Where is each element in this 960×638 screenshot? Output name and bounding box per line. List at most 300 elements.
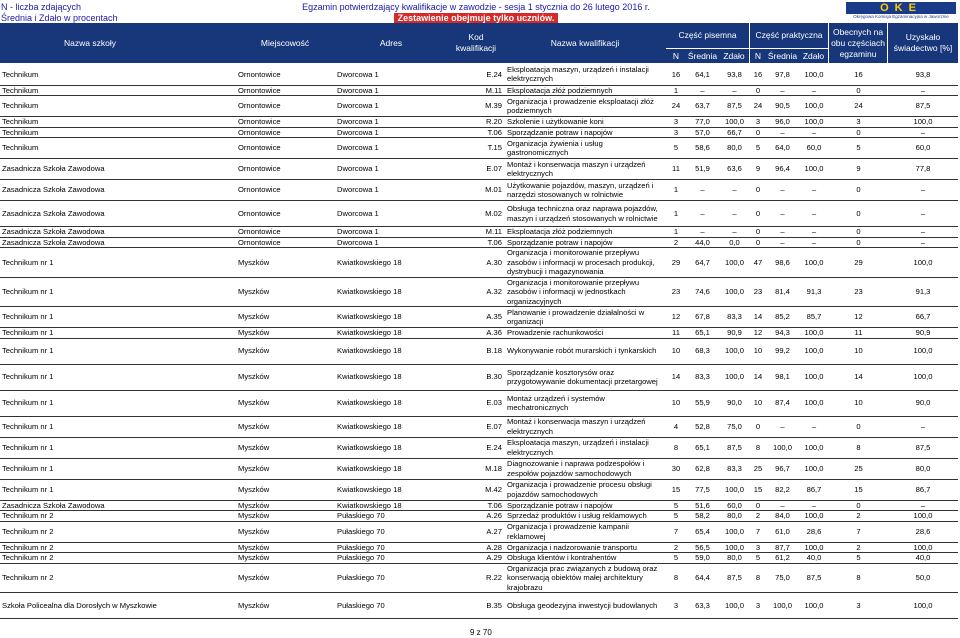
table-row — [0, 338, 958, 364]
cell-avg-written: – — [686, 85, 719, 96]
cell-code: E.07 — [448, 416, 505, 437]
cell-qualification: Sprzedaż produktów i usług reklamowych — [505, 511, 666, 522]
page-number: 9 z 70 — [470, 628, 492, 637]
cell-certificate: – — [888, 85, 958, 96]
cell-n-practical: 3 — [750, 542, 766, 553]
cell-city: Myszków — [236, 437, 335, 458]
cell-code: M.39 — [448, 96, 505, 117]
cell-school: Technikum nr 1 — [0, 328, 236, 339]
cell-certificate: 28,6 — [888, 521, 958, 542]
cell-code: A.29 — [448, 553, 505, 564]
cell-city: Myszków — [236, 328, 335, 339]
cell-city: Ornontowice — [236, 180, 335, 201]
cell-passed-written: 100,0 — [719, 248, 750, 278]
cell-school: Technikum nr 1 — [0, 277, 236, 307]
cell-passed-written: – — [719, 180, 750, 201]
cell-n-practical: 0 — [750, 416, 766, 437]
cell-school: Technikum nr 2 — [0, 521, 236, 542]
oke-logo — [846, 2, 956, 20]
cell-city: Myszków — [236, 248, 335, 278]
cell-n-practical: 12 — [750, 328, 766, 339]
cell-city: Myszków — [236, 563, 335, 593]
cell-avg-written: 63,3 — [686, 593, 719, 619]
cell-address: Pułaskiego 70 — [335, 511, 448, 522]
cell-city: Ornontowice — [236, 96, 335, 117]
header-divider-v — [749, 23, 750, 63]
cell-avg-practical: – — [766, 127, 799, 138]
cell-address: Pułaskiego 70 — [335, 521, 448, 542]
cell-avg-practical: – — [766, 85, 799, 96]
cell-n-practical: 2 — [750, 511, 766, 522]
cell-passed-practical: – — [799, 180, 829, 201]
cell-city: Myszków — [236, 479, 335, 500]
cell-avg-practical: 64,0 — [766, 138, 799, 159]
cell-avg-written: 65,1 — [686, 437, 719, 458]
cell-passed-written: 100,0 — [719, 117, 750, 128]
cell-school: Zasadnicza Szkoła Zawodowa — [0, 180, 236, 201]
sub-header-avg-practical: Średnia — [767, 50, 798, 61]
cell-certificate: 50,0 — [888, 563, 958, 593]
cell-avg-written: – — [686, 201, 719, 227]
cell-n-written: 29 — [666, 248, 686, 278]
cell-passed-written: 100,0 — [719, 542, 750, 553]
cell-address: Dworcowa 1 — [335, 117, 448, 128]
cell-city: Myszków — [236, 521, 335, 542]
cell-qualification: Sporządzanie potraw i napojów — [505, 127, 666, 138]
cell-avg-practical: 96,7 — [766, 458, 799, 479]
cell-address: Pułaskiego 70 — [335, 542, 448, 553]
cell-passed-practical: – — [799, 227, 829, 238]
cell-present: 12 — [829, 307, 888, 328]
cell-avg-practical: 61,0 — [766, 521, 799, 542]
cell-avg-written: 52,8 — [686, 416, 719, 437]
cell-city: Ornontowice — [236, 159, 335, 180]
table-row — [0, 277, 958, 307]
cell-n-written: 3 — [666, 117, 686, 128]
cell-avg-practical: 87,7 — [766, 542, 799, 553]
cell-passed-practical: 100,0 — [799, 364, 829, 390]
cell-passed-written: 100,0 — [719, 364, 750, 390]
cell-passed-practical: 100,0 — [799, 338, 829, 364]
cell-address: Kwiatkowskiego 18 — [335, 458, 448, 479]
cell-qualification: Sporządzanie potraw i napojów — [505, 237, 666, 248]
report-heading — [256, 2, 696, 24]
cell-school: Technikum — [0, 138, 236, 159]
cell-avg-practical: – — [766, 500, 799, 511]
cell-n-written: 11 — [666, 328, 686, 339]
cell-n-written: 23 — [666, 277, 686, 307]
cell-school: Technikum nr 1 — [0, 416, 236, 437]
cell-address: Dworcowa 1 — [335, 85, 448, 96]
cell-present: 23 — [829, 277, 888, 307]
cell-avg-practical: 100,0 — [766, 437, 799, 458]
cell-passed-practical: 100,0 — [799, 117, 829, 128]
cell-n-practical: 5 — [750, 138, 766, 159]
cell-address: Kwiatkowskiego 18 — [335, 479, 448, 500]
cell-code: T.06 — [448, 500, 505, 511]
cell-present: 29 — [829, 248, 888, 278]
cell-certificate: 100,0 — [888, 593, 958, 619]
cell-school: Zasadnicza Szkoła Zawodowa — [0, 227, 236, 238]
cell-passed-written: 80,0 — [719, 553, 750, 564]
cell-address: Dworcowa 1 — [335, 180, 448, 201]
cell-code: M.42 — [448, 479, 505, 500]
cell-passed-practical: 100,0 — [799, 511, 829, 522]
cell-city: Ornontowice — [236, 227, 335, 238]
cell-n-written: 10 — [666, 338, 686, 364]
col-header-code: Kod kwalifikacji — [455, 32, 497, 53]
cell-avg-written: 57,0 — [686, 127, 719, 138]
cell-certificate: 100,0 — [888, 364, 958, 390]
cell-address: Kwiatkowskiego 18 — [335, 416, 448, 437]
cell-code: R.20 — [448, 117, 505, 128]
cell-passed-practical: – — [799, 201, 829, 227]
cell-avg-written: 64,1 — [686, 64, 719, 85]
cell-qualification: Obsługa geodezyjna inwestycji budowlanych — [505, 593, 666, 619]
cell-certificate: 100,0 — [888, 248, 958, 278]
cell-qualification: Planowanie i prowadzenie działalności w organizacji — [505, 307, 666, 328]
cell-n-practical: 7 — [750, 521, 766, 542]
cell-present: 10 — [829, 338, 888, 364]
cell-school: Technikum — [0, 96, 236, 117]
cell-present: 0 — [829, 180, 888, 201]
cell-present: 2 — [829, 542, 888, 553]
cell-n-written: 5 — [666, 511, 686, 522]
cell-qualification: Organizacja i monitorowanie przepływu zasobów i informacji w procesach produkcji, dystrybucji i magazynowania — [505, 248, 666, 278]
cell-certificate: 77,8 — [888, 159, 958, 180]
cell-code: T.15 — [448, 138, 505, 159]
cell-passed-written: 83,3 — [719, 307, 750, 328]
cell-address: Kwiatkowskiego 18 — [335, 437, 448, 458]
cell-passed-written: 100,0 — [719, 277, 750, 307]
cell-city: Myszków — [236, 553, 335, 564]
table-row — [0, 553, 958, 564]
sub-header-passed-practical: Zdało — [802, 50, 825, 61]
cell-n-written: 15 — [666, 479, 686, 500]
cell-qualification: Szkolenie i użytkowanie koni — [505, 117, 666, 128]
cell-avg-practical: – — [766, 180, 799, 201]
table-row — [0, 593, 958, 619]
cell-passed-written: 80,0 — [719, 138, 750, 159]
cell-n-written: 7 — [666, 521, 686, 542]
cell-n-practical: 0 — [750, 85, 766, 96]
cell-qualification: Prowadzenie rachunkowości — [505, 328, 666, 339]
cell-code: A.27 — [448, 521, 505, 542]
cell-qualification: Organizacja prac związanych z budową oraz konserwacją obiektów małej architektury krajobrazu — [505, 563, 666, 593]
cell-avg-practical: 96,4 — [766, 159, 799, 180]
cell-city: Ornontowice — [236, 85, 335, 96]
cell-certificate: 100,0 — [888, 511, 958, 522]
cell-n-written: 3 — [666, 127, 686, 138]
cell-code: T.06 — [448, 237, 505, 248]
cell-city: Myszków — [236, 390, 335, 416]
cell-present: 16 — [829, 64, 888, 85]
cell-n-written: 1 — [666, 201, 686, 227]
cell-passed-practical: 100,0 — [799, 96, 829, 117]
cell-address: Dworcowa 1 — [335, 96, 448, 117]
cell-city: Myszków — [236, 511, 335, 522]
cell-city: Myszków — [236, 593, 335, 619]
cell-address: Kwiatkowskiego 18 — [335, 338, 448, 364]
cell-avg-written: 44,0 — [686, 237, 719, 248]
cell-passed-written: 83,3 — [719, 458, 750, 479]
cell-present: 3 — [829, 117, 888, 128]
cell-certificate: 66,7 — [888, 307, 958, 328]
cell-present: 25 — [829, 458, 888, 479]
cell-n-practical: 0 — [750, 237, 766, 248]
cell-city: Myszków — [236, 500, 335, 511]
cell-school: Technikum nr 2 — [0, 511, 236, 522]
cell-city: Myszków — [236, 307, 335, 328]
cell-school: Technikum — [0, 64, 236, 85]
logo-subtitle: Okręgowa Komisja Egzaminacyjna w Jaworznie — [853, 14, 949, 19]
table-row — [0, 328, 958, 339]
cell-n-written: 14 — [666, 364, 686, 390]
cell-avg-practical: 75,0 — [766, 563, 799, 593]
cell-code: A.32 — [448, 277, 505, 307]
cell-code: A.30 — [448, 248, 505, 278]
cell-avg-practical: – — [766, 201, 799, 227]
cell-avg-written: 51,6 — [686, 500, 719, 511]
cell-qualification: Sporządzanie kosztorysów oraz przygotowywanie dokumentacji przetargowej — [505, 364, 666, 390]
cell-school: Technikum — [0, 127, 236, 138]
cell-certificate: 100,0 — [888, 117, 958, 128]
cell-address: Pułaskiego 70 — [335, 563, 448, 593]
cell-code: B.18 — [448, 338, 505, 364]
cell-school: Zasadnicza Szkoła Zawodowa — [0, 500, 236, 511]
legend-avg: Średnia i Zdało w procentach — [1, 13, 118, 23]
cell-n-written: 30 — [666, 458, 686, 479]
cell-school: Zasadnicza Szkoła Zawodowa — [0, 159, 236, 180]
col-header-school: Nazwa szkoły — [64, 37, 116, 48]
cell-passed-practical: 85,7 — [799, 307, 829, 328]
cell-n-written: 5 — [666, 138, 686, 159]
cell-school: Technikum — [0, 117, 236, 128]
cell-qualification: Organizacja i prowadzenie eksploatacji złóż podziemnych — [505, 96, 666, 117]
cell-passed-practical: – — [799, 127, 829, 138]
cell-present: 5 — [829, 138, 888, 159]
cell-n-written: 1 — [666, 227, 686, 238]
cell-passed-written: 63,6 — [719, 159, 750, 180]
cell-passed-practical: 100,0 — [799, 248, 829, 278]
cell-passed-practical: 100,0 — [799, 542, 829, 553]
cell-passed-written: – — [719, 85, 750, 96]
cell-code: A.26 — [448, 511, 505, 522]
cell-n-practical: 15 — [750, 479, 766, 500]
cell-avg-written: 67,8 — [686, 307, 719, 328]
cell-certificate: 93,8 — [888, 64, 958, 85]
cell-present: 7 — [829, 521, 888, 542]
cell-n-practical: 3 — [750, 593, 766, 619]
cell-city: Myszków — [236, 542, 335, 553]
cell-passed-written: 75,0 — [719, 416, 750, 437]
cell-certificate: 100,0 — [888, 542, 958, 553]
cell-present: 24 — [829, 96, 888, 117]
cell-address: Dworcowa 1 — [335, 201, 448, 227]
cell-avg-practical: 96,0 — [766, 117, 799, 128]
cell-address: Dworcowa 1 — [335, 64, 448, 85]
cell-present: 5 — [829, 553, 888, 564]
cell-n-practical: 14 — [750, 307, 766, 328]
cell-avg-written: 56,5 — [686, 542, 719, 553]
cell-n-written: 8 — [666, 437, 686, 458]
cell-passed-practical: 100,0 — [799, 159, 829, 180]
cell-qualification: Eksploatacja złóż podziemnych — [505, 85, 666, 96]
cell-n-practical: 14 — [750, 364, 766, 390]
cell-avg-practical: – — [766, 416, 799, 437]
cell-passed-written: 87,5 — [719, 563, 750, 593]
header-divider-v — [887, 23, 888, 63]
cell-city: Myszków — [236, 458, 335, 479]
cell-certificate: – — [888, 227, 958, 238]
cell-city: Ornontowice — [236, 201, 335, 227]
cell-qualification: Montaż urządzeń i systemów mechatronicznych — [505, 390, 666, 416]
table-row — [0, 500, 958, 511]
table-row — [0, 64, 958, 85]
table-header — [0, 23, 958, 63]
cell-qualification: Montaż i konserwacja maszyn i urządzeń elektrycznych — [505, 416, 666, 437]
results-table — [0, 64, 958, 619]
table-row — [0, 201, 958, 227]
cell-qualification: Organizacja i nadzorowanie transportu — [505, 542, 666, 553]
cell-code: M.11 — [448, 85, 505, 96]
cell-avg-written: 58,6 — [686, 138, 719, 159]
cell-avg-practical: 98,6 — [766, 248, 799, 278]
table-row — [0, 307, 958, 328]
cell-school: Technikum nr 1 — [0, 364, 236, 390]
cell-certificate: – — [888, 127, 958, 138]
cell-certificate: 60,0 — [888, 138, 958, 159]
cell-n-written: 24 — [666, 96, 686, 117]
cell-n-written: 11 — [666, 159, 686, 180]
cell-avg-written: 65,1 — [686, 328, 719, 339]
table-row — [0, 159, 958, 180]
cell-avg-written: 64,7 — [686, 248, 719, 278]
sub-header-passed-written: Zdało — [723, 50, 745, 61]
cell-code: E.03 — [448, 390, 505, 416]
table-row — [0, 248, 958, 278]
cell-n-written: 12 — [666, 307, 686, 328]
cell-qualification: Eksploatacja maszyn, urządzeń i instalacji elektrycznych — [505, 437, 666, 458]
cell-present: 2 — [829, 511, 888, 522]
cell-code: E.07 — [448, 159, 505, 180]
cell-certificate: – — [888, 500, 958, 511]
cell-passed-practical: – — [799, 85, 829, 96]
cell-n-practical: 0 — [750, 500, 766, 511]
cell-address: Kwiatkowskiego 18 — [335, 307, 448, 328]
cell-code: B.30 — [448, 364, 505, 390]
col-header-city: Miejscowość — [260, 37, 310, 48]
cell-qualification: Wykonywanie robót murarskich i tynkarskich — [505, 338, 666, 364]
cell-school: Technikum nr 1 — [0, 307, 236, 328]
cell-code: M.18 — [448, 458, 505, 479]
cell-n-practical: 24 — [750, 96, 766, 117]
logo-mark: OKE — [846, 2, 956, 14]
cell-code: M.01 — [448, 180, 505, 201]
cell-code: B.35 — [448, 593, 505, 619]
cell-code: M.02 — [448, 201, 505, 227]
cell-school: Technikum nr 1 — [0, 437, 236, 458]
cell-qualification: Organizacja i monitorowanie przepływu zasobów i informacji w jednostkach organizacyjnych — [505, 277, 666, 307]
cell-code: E.24 — [448, 437, 505, 458]
cell-n-written: 16 — [666, 64, 686, 85]
cell-school: Zasadnicza Szkoła Zawodowa — [0, 237, 236, 248]
cell-certificate: 80,0 — [888, 458, 958, 479]
cell-passed-written: – — [719, 201, 750, 227]
cell-qualification: Diagnozowanie i naprawa podzespołów i zespołów pojazdów samochodowych — [505, 458, 666, 479]
cell-certificate: – — [888, 201, 958, 227]
cell-certificate: 86,7 — [888, 479, 958, 500]
table-row — [0, 479, 958, 500]
cell-certificate: 40,0 — [888, 553, 958, 564]
cell-passed-practical: 100,0 — [799, 328, 829, 339]
cell-n-practical: 10 — [750, 338, 766, 364]
cell-n-practical: 0 — [750, 180, 766, 201]
cell-address: Kwiatkowskiego 18 — [335, 277, 448, 307]
cell-certificate: – — [888, 237, 958, 248]
cell-passed-written: 100,0 — [719, 593, 750, 619]
cell-city: Ornontowice — [236, 237, 335, 248]
cell-passed-practical: – — [799, 237, 829, 248]
cell-city: Ornontowice — [236, 64, 335, 85]
table-row — [0, 237, 958, 248]
cell-n-practical: 5 — [750, 553, 766, 564]
cell-school: Technikum nr 1 — [0, 338, 236, 364]
report-title: Egzamin potwierdzający kwalifikacje w zawodzie - sesja 1 stycznia do 26 lutego 2016 r. — [302, 2, 650, 12]
sub-header-n-practical: N — [754, 50, 762, 61]
cell-avg-written: 74,6 — [686, 277, 719, 307]
cell-passed-written: 87,5 — [719, 437, 750, 458]
cell-present: 0 — [829, 237, 888, 248]
cell-avg-practical: 98,1 — [766, 364, 799, 390]
cell-n-written: 1 — [666, 180, 686, 201]
cell-passed-practical: 100,0 — [799, 437, 829, 458]
cell-n-written: 4 — [666, 416, 686, 437]
header-divider-v — [828, 23, 829, 63]
cell-address: Kwiatkowskiego 18 — [335, 390, 448, 416]
table-row — [0, 180, 958, 201]
cell-avg-written: 77,5 — [686, 479, 719, 500]
cell-certificate: – — [888, 416, 958, 437]
cell-avg-practical: 81,4 — [766, 277, 799, 307]
cell-avg-written: 65,4 — [686, 521, 719, 542]
cell-certificate: – — [888, 180, 958, 201]
cell-school: Zasadnicza Szkoła Zawodowa — [0, 201, 236, 227]
table-row — [0, 416, 958, 437]
cell-present: 8 — [829, 437, 888, 458]
cell-address: Dworcowa 1 — [335, 227, 448, 238]
cell-qualification: Eksploatacja złóż podziemnych — [505, 227, 666, 238]
table-row — [0, 364, 958, 390]
cell-school: Technikum — [0, 85, 236, 96]
table-row — [0, 85, 958, 96]
cell-avg-practical: 94,3 — [766, 328, 799, 339]
cell-school: Technikum nr 1 — [0, 479, 236, 500]
cell-n-practical: 0 — [750, 201, 766, 227]
cell-avg-practical: – — [766, 237, 799, 248]
table-row — [0, 511, 958, 522]
sub-header-n-written: N — [672, 50, 680, 61]
cell-city: Ornontowice — [236, 138, 335, 159]
cell-n-practical: 47 — [750, 248, 766, 278]
cell-n-written: 3 — [666, 593, 686, 619]
cell-code: E.24 — [448, 64, 505, 85]
cell-avg-practical: – — [766, 227, 799, 238]
cell-qualification: Obsługa techniczna oraz naprawa pojazdów, maszyn i urządzeń stosowanych w rolnictwie — [505, 201, 666, 227]
cell-address: Kwiatkowskiego 18 — [335, 248, 448, 278]
cell-passed-practical: 87,5 — [799, 563, 829, 593]
cell-avg-written: 62,8 — [686, 458, 719, 479]
